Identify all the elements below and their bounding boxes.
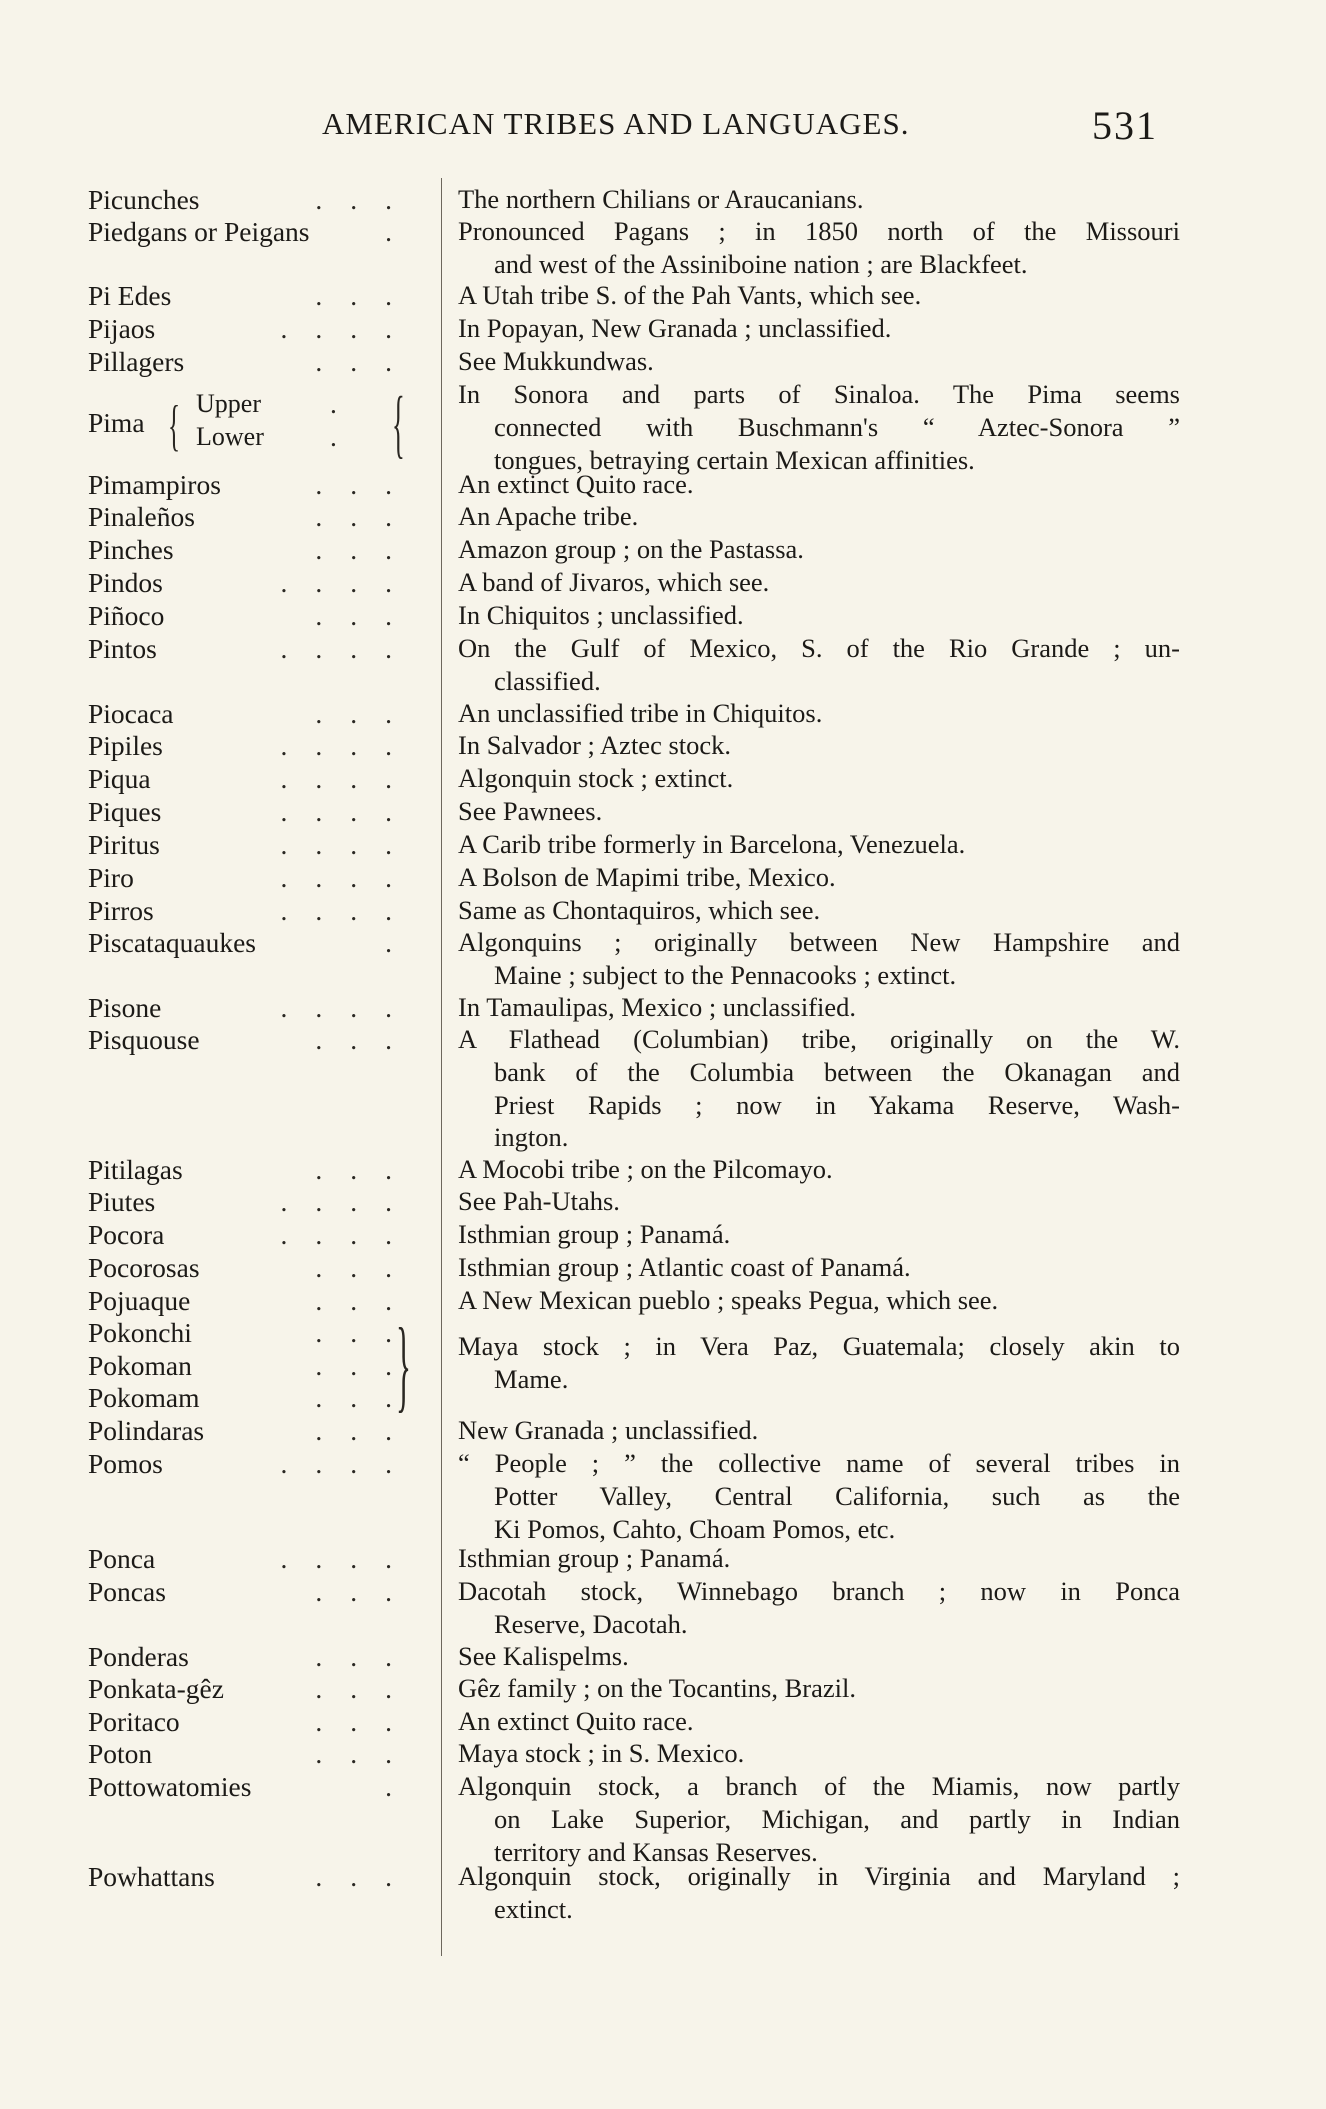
tribe-description (458, 1542, 1180, 1575)
leader-dots: .... (280, 730, 420, 761)
leader-dots: ... (315, 1024, 420, 1055)
leader-dots: . (385, 216, 420, 247)
leader-dots: ... (315, 1738, 420, 1769)
tribe-subdivision: Lower (196, 422, 264, 451)
tribe-description (458, 861, 1180, 894)
tribe-description (458, 566, 1180, 599)
leader-dots: ... (315, 1706, 420, 1737)
description-line: See Pah-Utahs. (458, 1186, 620, 1216)
leader-dots: ... (315, 1861, 420, 1892)
leader-dots: .... (280, 862, 420, 893)
tribe-description (458, 894, 1180, 927)
tribe-name: Pocorosas (88, 1252, 200, 1283)
description-line: Amazon group ; on the Pastassa. (458, 534, 804, 564)
description-line: bank of the Columbia between the Okanagan and (494, 1056, 1180, 1087)
tribe-description (458, 1575, 1180, 1641)
leader-dots: ... (315, 280, 420, 311)
tribe-name: Poncas (88, 1576, 166, 1607)
leader-dots: ... (315, 600, 420, 631)
tribe-name: Pisquouse (88, 1024, 200, 1055)
tribe-description (458, 312, 1180, 345)
description-line: Mame. (494, 1363, 569, 1394)
tribe-description (458, 279, 1180, 312)
leader-dots: ... (315, 1154, 420, 1185)
leader-dots: .... (280, 1186, 420, 1217)
tribe-description (458, 468, 1180, 501)
tribe-description (458, 1860, 1180, 1926)
tribe-description (458, 991, 1180, 1024)
description-line: A Utah tribe S. of the Pah Vants, which see. (458, 280, 922, 310)
description-line: on Lake Superior, Michigan, and partly in Indian (494, 1803, 1180, 1834)
description-line: Maine ; subject to the Pennacooks ; extinct. (494, 959, 957, 990)
tribe-description (458, 729, 1180, 762)
tribe-name: Pokomam (88, 1382, 200, 1413)
tribe-name: Piqua (88, 763, 151, 794)
tribe-description (458, 1640, 1180, 1673)
description-line: Algonquin stock ; extinct. (458, 763, 734, 793)
tribe-description (458, 1770, 1180, 1868)
tribe-description (458, 1284, 1180, 1317)
description-line: See Mukkundwas. (458, 346, 654, 376)
description-line: Algonquin stock, a branch of the Miamis, now partly (458, 1771, 1180, 1801)
description-line: A band of Jivaros, which see. (458, 567, 770, 597)
leader-dots: .... (280, 633, 420, 664)
tribe-name: Pindos (88, 567, 163, 598)
leader-dots: ... (315, 469, 420, 500)
tribe-name: Piedgans or Peigans (88, 216, 310, 247)
description-line: Maya stock ; in Vera Paz, Guatemala; closely akin to (458, 1331, 1180, 1361)
leader-dots: ... (315, 184, 420, 215)
tribe-name: Pintos (88, 633, 157, 664)
description-line: Isthmian group ; Panamá. (458, 1543, 731, 1573)
tribe-description (458, 345, 1180, 378)
tribe-name: Pomos (88, 1448, 163, 1479)
tribe-name: Picunches (88, 184, 200, 215)
leader-dots: .... (280, 1448, 420, 1479)
tribe-name: Ponderas (88, 1641, 189, 1672)
tribe-name: Pillagers (88, 346, 185, 377)
tribe-description (458, 1414, 1180, 1447)
leader-dots: .... (280, 1219, 420, 1250)
tribe-name: Piritus (88, 829, 160, 860)
tribe-description (458, 632, 1180, 698)
tribe-description (458, 599, 1180, 632)
description-line: Priest Rapids ; now in Yakama Reserve, Wash- (494, 1089, 1180, 1120)
tribe-description (458, 795, 1180, 828)
leader-dots: ... (315, 534, 420, 565)
description-line: “ People ; ” the collective name of several tribes in (458, 1448, 1180, 1478)
description-line: Potter Valley, Central California, such as the (494, 1480, 1180, 1511)
leader-dots: ... (315, 1285, 420, 1316)
tribe-name: Ponkata-gêz (88, 1673, 224, 1704)
leader-dots: .... (280, 796, 420, 827)
tribe-name: Pimampiros (88, 469, 221, 500)
description-line: A Bolson de Mapimi tribe, Mexico. (458, 862, 836, 892)
tribe-name: Pi Edes (88, 280, 172, 311)
description-line: Gêz family ; on the Tocantins, Brazil. (458, 1673, 856, 1703)
page-number: 531 (1092, 103, 1158, 148)
description-line: connected with Buschmann's “ Aztec-Sonora ” (494, 411, 1180, 442)
tribe-name: Piutes (88, 1186, 156, 1217)
description-line: In Salvador ; Aztec stock. (458, 730, 732, 760)
leader-dots: ... (315, 1317, 420, 1348)
tribe-description (458, 1705, 1180, 1738)
tribe-description (458, 1153, 1180, 1186)
description-line: In Popayan, New Granada ; unclassified. (458, 313, 892, 343)
tribe-description (458, 1023, 1180, 1154)
description-line: Pronounced Pagans ; in 1850 north of the Missouri (458, 216, 1180, 246)
leader-dots: ... (315, 1350, 420, 1381)
tribe-description (458, 828, 1180, 861)
leader-dots: ... (315, 501, 420, 532)
tribe-name: Pinaleños (88, 501, 195, 532)
leader-dots: .... (280, 992, 420, 1023)
leader-dots: ... (315, 698, 420, 729)
tribe-name: Polindaras (88, 1415, 205, 1446)
leader-dots: ... (315, 346, 420, 377)
leader-dots: . (385, 927, 420, 958)
leader-dots: .... (280, 895, 420, 926)
description-line: Ki Pomos, Cahto, Choam Pomos, etc. (494, 1513, 896, 1544)
description-line: An extinct Quito race. (458, 1706, 694, 1736)
tribe-name: Pottowatomies (88, 1771, 252, 1802)
tribe-name: Pirros (88, 895, 154, 926)
description-line: Isthmian group ; Atlantic coast of Panamá. (458, 1252, 911, 1282)
description-line: An Apache tribe. (458, 501, 639, 531)
description-line: A New Mexican pueblo ; speaks Pegua, which see. (458, 1285, 999, 1315)
tribe-name: Pojuaque (88, 1285, 191, 1316)
description-line: The northern Chilians or Araucanians. (458, 184, 864, 214)
tribe-name: Pocora (88, 1219, 165, 1250)
tribe-name: Piocaca (88, 698, 174, 729)
tribe-name: Pitilagas (88, 1154, 183, 1185)
description-line: tongues, betraying certain Mexican affinities. (494, 444, 975, 475)
tribe-description (458, 1447, 1180, 1545)
leader-dots: .... (280, 313, 420, 344)
description-line: Reserve, Dacotah. (494, 1608, 688, 1639)
description-line: Isthmian group ; Panamá. (458, 1219, 731, 1249)
running-title: AMERICAN TRIBES AND LANGUAGES. (322, 106, 910, 141)
tribe-description (458, 1251, 1180, 1284)
tribe-description (458, 378, 1180, 476)
description-line: and west of the Assiniboine nation ; are Blackfeet. (494, 248, 1028, 279)
description-line: extinct. (494, 1893, 573, 1924)
brace-glyph: { (168, 395, 181, 457)
description-line: A Carib tribe formerly in Barcelona, Venezuela. (458, 829, 966, 859)
description-line: In Chiquitos ; unclassified. (458, 600, 744, 630)
description-line: ington. (494, 1122, 569, 1153)
description-line: Maya stock ; in S. Mexico. (458, 1738, 745, 1768)
description-line: A Mocobi tribe ; on the Pilcomayo. (458, 1154, 833, 1184)
description-line: territory and Kansas Reserves. (494, 1836, 818, 1867)
group-brace: } (396, 1307, 411, 1422)
leader-dots: . (385, 1771, 420, 1802)
tribe-description (458, 183, 1180, 216)
tribe-subdivision: Upper (196, 389, 261, 418)
description-line: A Flathead (Columbian) tribe, originally on the W. (458, 1024, 1180, 1054)
tribe-description (458, 1672, 1180, 1705)
description-line: In Tamaulipas, Mexico ; unclassified. (458, 992, 857, 1022)
description-line: In Sonora and parts of Sinaloa. The Pima seems (458, 379, 1180, 409)
description-line: On the Gulf of Mexico, S. of the Rio Grande ; un- (458, 633, 1180, 663)
tribe-name: Powhattans (88, 1861, 215, 1892)
description-line: Algonquin stock, originally in Virginia and Maryland ; (458, 1861, 1180, 1891)
leader-dots: . (330, 421, 365, 452)
tribe-name: Piñoco (88, 600, 165, 631)
tribe-description (458, 533, 1180, 566)
group-brace: { (392, 382, 405, 466)
leader-dots: ... (315, 1641, 420, 1672)
tribe-description (458, 215, 1180, 281)
description-line: See Kalispelms. (458, 1641, 629, 1671)
description-line: An extinct Quito race. (458, 469, 694, 499)
tribe-description (458, 926, 1180, 992)
leader-dots: ... (315, 1673, 420, 1704)
leader-dots: ... (315, 1415, 420, 1446)
leader-dots: .... (280, 1543, 420, 1574)
tribe-description (458, 1218, 1180, 1251)
tribe-name: Piro (88, 862, 134, 893)
tribe-description (458, 1185, 1180, 1218)
tribe-description (458, 697, 1180, 730)
description-line: Algonquins ; originally between New Hampshire and (458, 927, 1180, 957)
description-line: Same as Chontaquiros, which see. (458, 895, 821, 925)
tribe-description (458, 1737, 1180, 1770)
tribe-description (458, 1330, 1180, 1396)
leader-dots: . (330, 388, 365, 419)
description-line: Dacotah stock, Winnebago branch ; now in Ponca (458, 1576, 1180, 1606)
tribe-name: Piscataquaukes (88, 927, 257, 958)
tribe-name: Pisone (88, 992, 162, 1023)
tribe-name: Pipiles (88, 730, 163, 761)
leader-dots: .... (280, 829, 420, 860)
tribe-name: Ponca (88, 1543, 156, 1574)
tribe-name: Pokonchi (88, 1317, 192, 1348)
leader-dots: ... (315, 1252, 420, 1283)
tribe-name: Pijaos (88, 313, 156, 344)
description-line: An unclassified tribe in Chiquitos. (458, 698, 823, 728)
description-line: See Pawnees. (458, 796, 603, 826)
tribe-description (458, 762, 1180, 795)
leader-dots: ... (315, 1382, 420, 1413)
tribe-name: Poton (88, 1738, 153, 1769)
tribe-name: Pinches (88, 534, 174, 565)
leader-dots: ... (315, 1576, 420, 1607)
leader-dots: .... (280, 567, 420, 598)
description-line: classified. (494, 665, 601, 696)
tribe-name: Poritaco (88, 1706, 180, 1737)
tribe-name: Pima (88, 407, 145, 438)
description-line: New Granada ; unclassified. (458, 1415, 759, 1445)
leader-dots: .... (280, 763, 420, 794)
tribe-name: Pokoman (88, 1350, 192, 1381)
tribe-name: Piques (88, 796, 162, 827)
tribe-description (458, 500, 1180, 533)
